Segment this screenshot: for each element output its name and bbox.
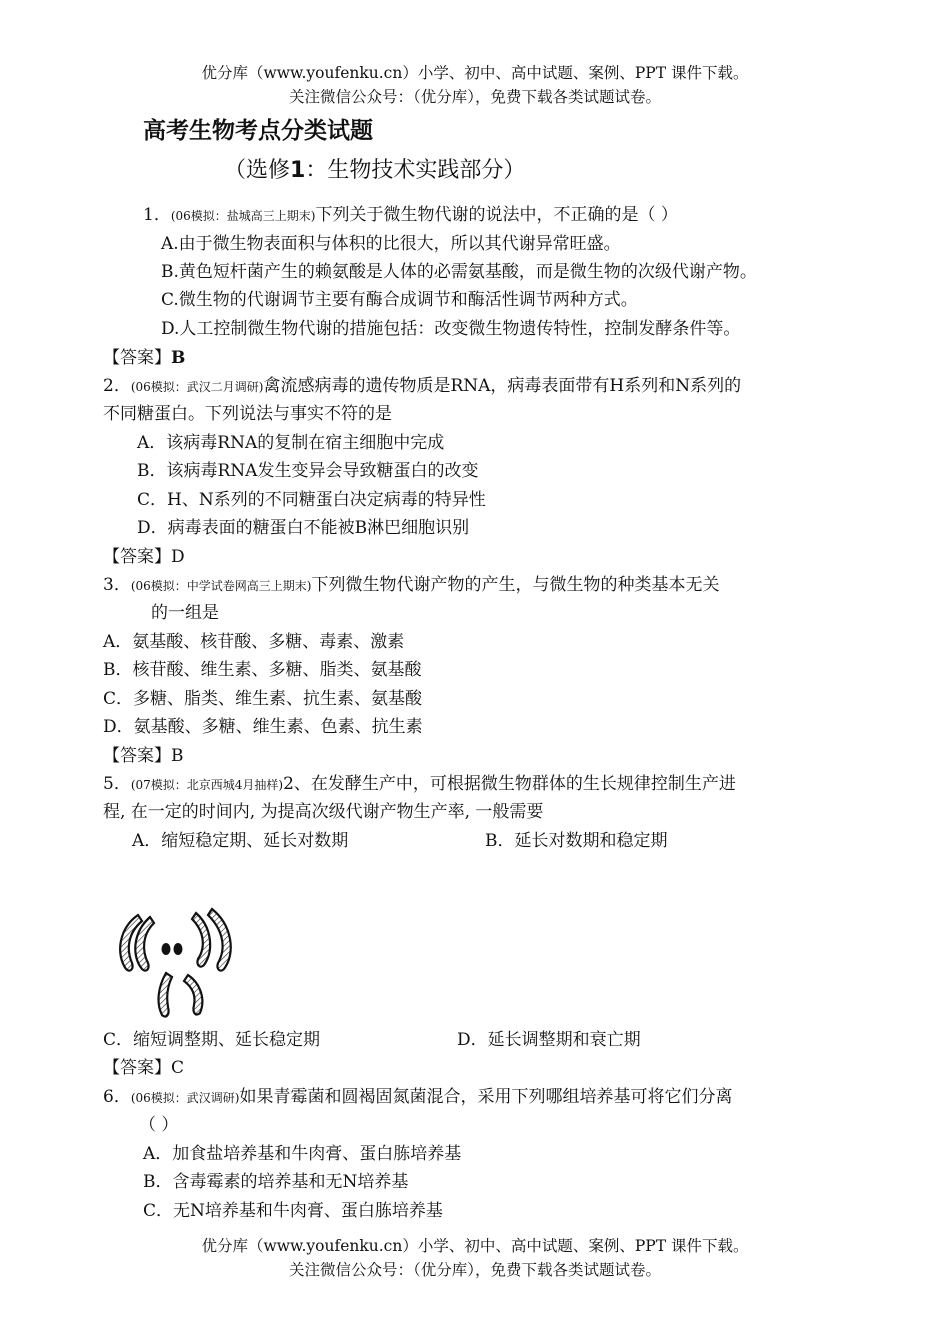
question-6-option-c: C．无N培养基和牛肉膏、蛋白胨培养基 [143, 1201, 443, 1221]
question-1-option-d: D.人工控制微生物代谢的措施包括：改变微生物遗传特性，控制发酵条件等。 [161, 319, 741, 339]
header-line-1: 优分库（www.youfenku.cn）小学、初中、高中试题、案例、PPT 课件下载。 [201, 64, 749, 82]
question-2-answer: 【答案】D [103, 547, 185, 567]
chromosome-figure [108, 903, 250, 1021]
question-5-option-c: C．缩短调整期、延长稳定期 [103, 1030, 321, 1050]
question-6-option-b: B．含毒霉素的培养基和无N培养基 [143, 1172, 409, 1192]
chromosome-small-dots [162, 943, 183, 955]
footer-line-2: 关注微信公众号：（优分库），免费下载各类试题试卷。 [288, 1261, 661, 1279]
document-subtitle: （选修1：生物技术实践部分） [224, 158, 526, 183]
question-5-stem-line-2: 程, 在一定的时间内, 为提高次级代谢产物生产率, 一般需要 [103, 802, 544, 822]
question-5-option-a: A．缩短稳定期、延长对数期 [132, 831, 349, 851]
question-3-option-a: A．氨基酸、核苷酸、多糖、毒素、激素 [103, 632, 405, 652]
question-2-option-b: B．该病毒RNA发生变异会导致糖蛋白的改变 [137, 461, 479, 481]
question-3-option-c: C．多糖、脂类、维生素、抗生素、氨基酸 [103, 689, 423, 709]
question-2-stem-line-2: 不同糖蛋白。下列说法与事实不符的是 [103, 404, 392, 424]
question-3-option-b: B．核苷酸、维生素、多糖、脂类、氨基酸 [103, 660, 422, 680]
question-1-option-b: B.黄色短杆菌产生的赖氨酸是人体的必需氨基酸，而是微生物的次级代谢产物。 [161, 262, 757, 282]
question-5-stem-line-1: 5．(07模拟：北京西城4月抽样)2、在发酵生产中，可根据微生物群体的生长规律控制生产进 [103, 774, 736, 794]
question-1-answer: 【答案】B [103, 348, 186, 368]
question-3-answer: 【答案】B [103, 746, 184, 766]
question-3-stem-line-1: 3．(06模拟：中学试卷网高三上期末)下列微生物代谢产物的产生，与微生物的种类基本无关 [103, 575, 720, 595]
question-2-option-a: A．该病毒RNA的复制在宿主细胞中完成 [137, 433, 445, 453]
question-1-stem: 1．(06模拟：盐城高三上期末)下列关于微生物代谢的说法中，不正确的是（ ） [143, 205, 678, 225]
question-1-option-a: A.由于微生物表面积与体积的比很大，所以其代谢异常旺盛。 [161, 234, 621, 254]
header-line-2: 关注微信公众号：（优分库），免费下载各类试题试卷。 [288, 88, 661, 106]
question-3-stem-line-2: 的一组是 [151, 603, 219, 623]
question-1-option-c: C.微生物的代谢调节主要有酶合成调节和酶活性调节两种方式。 [161, 290, 638, 310]
question-6-stem-line-2: （ ） [139, 1115, 179, 1135]
question-3-option-d: D．氨基酸、多糖、维生素、色素、抗生素 [103, 717, 423, 737]
question-6-stem-line-1: 6．(06模拟：武汉调研)如果青霉菌和圆褐固氮菌混合，采用下列哪组培养基可将它们分离 [103, 1087, 733, 1107]
question-5-option-d: D．延长调整期和衰亡期 [457, 1030, 641, 1050]
document-title: 高考生物考点分类试题 [143, 118, 373, 144]
question-2-option-d: D．病毒表面的糖蛋白不能被B淋巴细胞识别 [137, 518, 470, 538]
question-6-option-a: A．加食盐培养基和牛肉膏、蛋白胨培养基 [143, 1144, 462, 1164]
chromosome-bottom-pair [159, 973, 203, 1017]
footer-line-1: 优分库（www.youfenku.cn）小学、初中、高中试题、案例、PPT 课件下载。 [201, 1237, 749, 1255]
chromosome-right-pair [192, 909, 231, 971]
question-5-option-b: B．延长对数期和稳定期 [485, 831, 668, 851]
question-5-answer: 【答案】C [103, 1058, 185, 1078]
chromosome-left-pair [120, 915, 154, 971]
question-2-option-c: C．H、N系列的不同糖蛋白决定病毒的特异性 [137, 490, 486, 510]
question-2-stem-line-1: 2．(06模拟：武汉二月调研)禽流感病毒的遗传物质是RNA，病毒表面带有H系列和N系列的 [103, 376, 742, 396]
